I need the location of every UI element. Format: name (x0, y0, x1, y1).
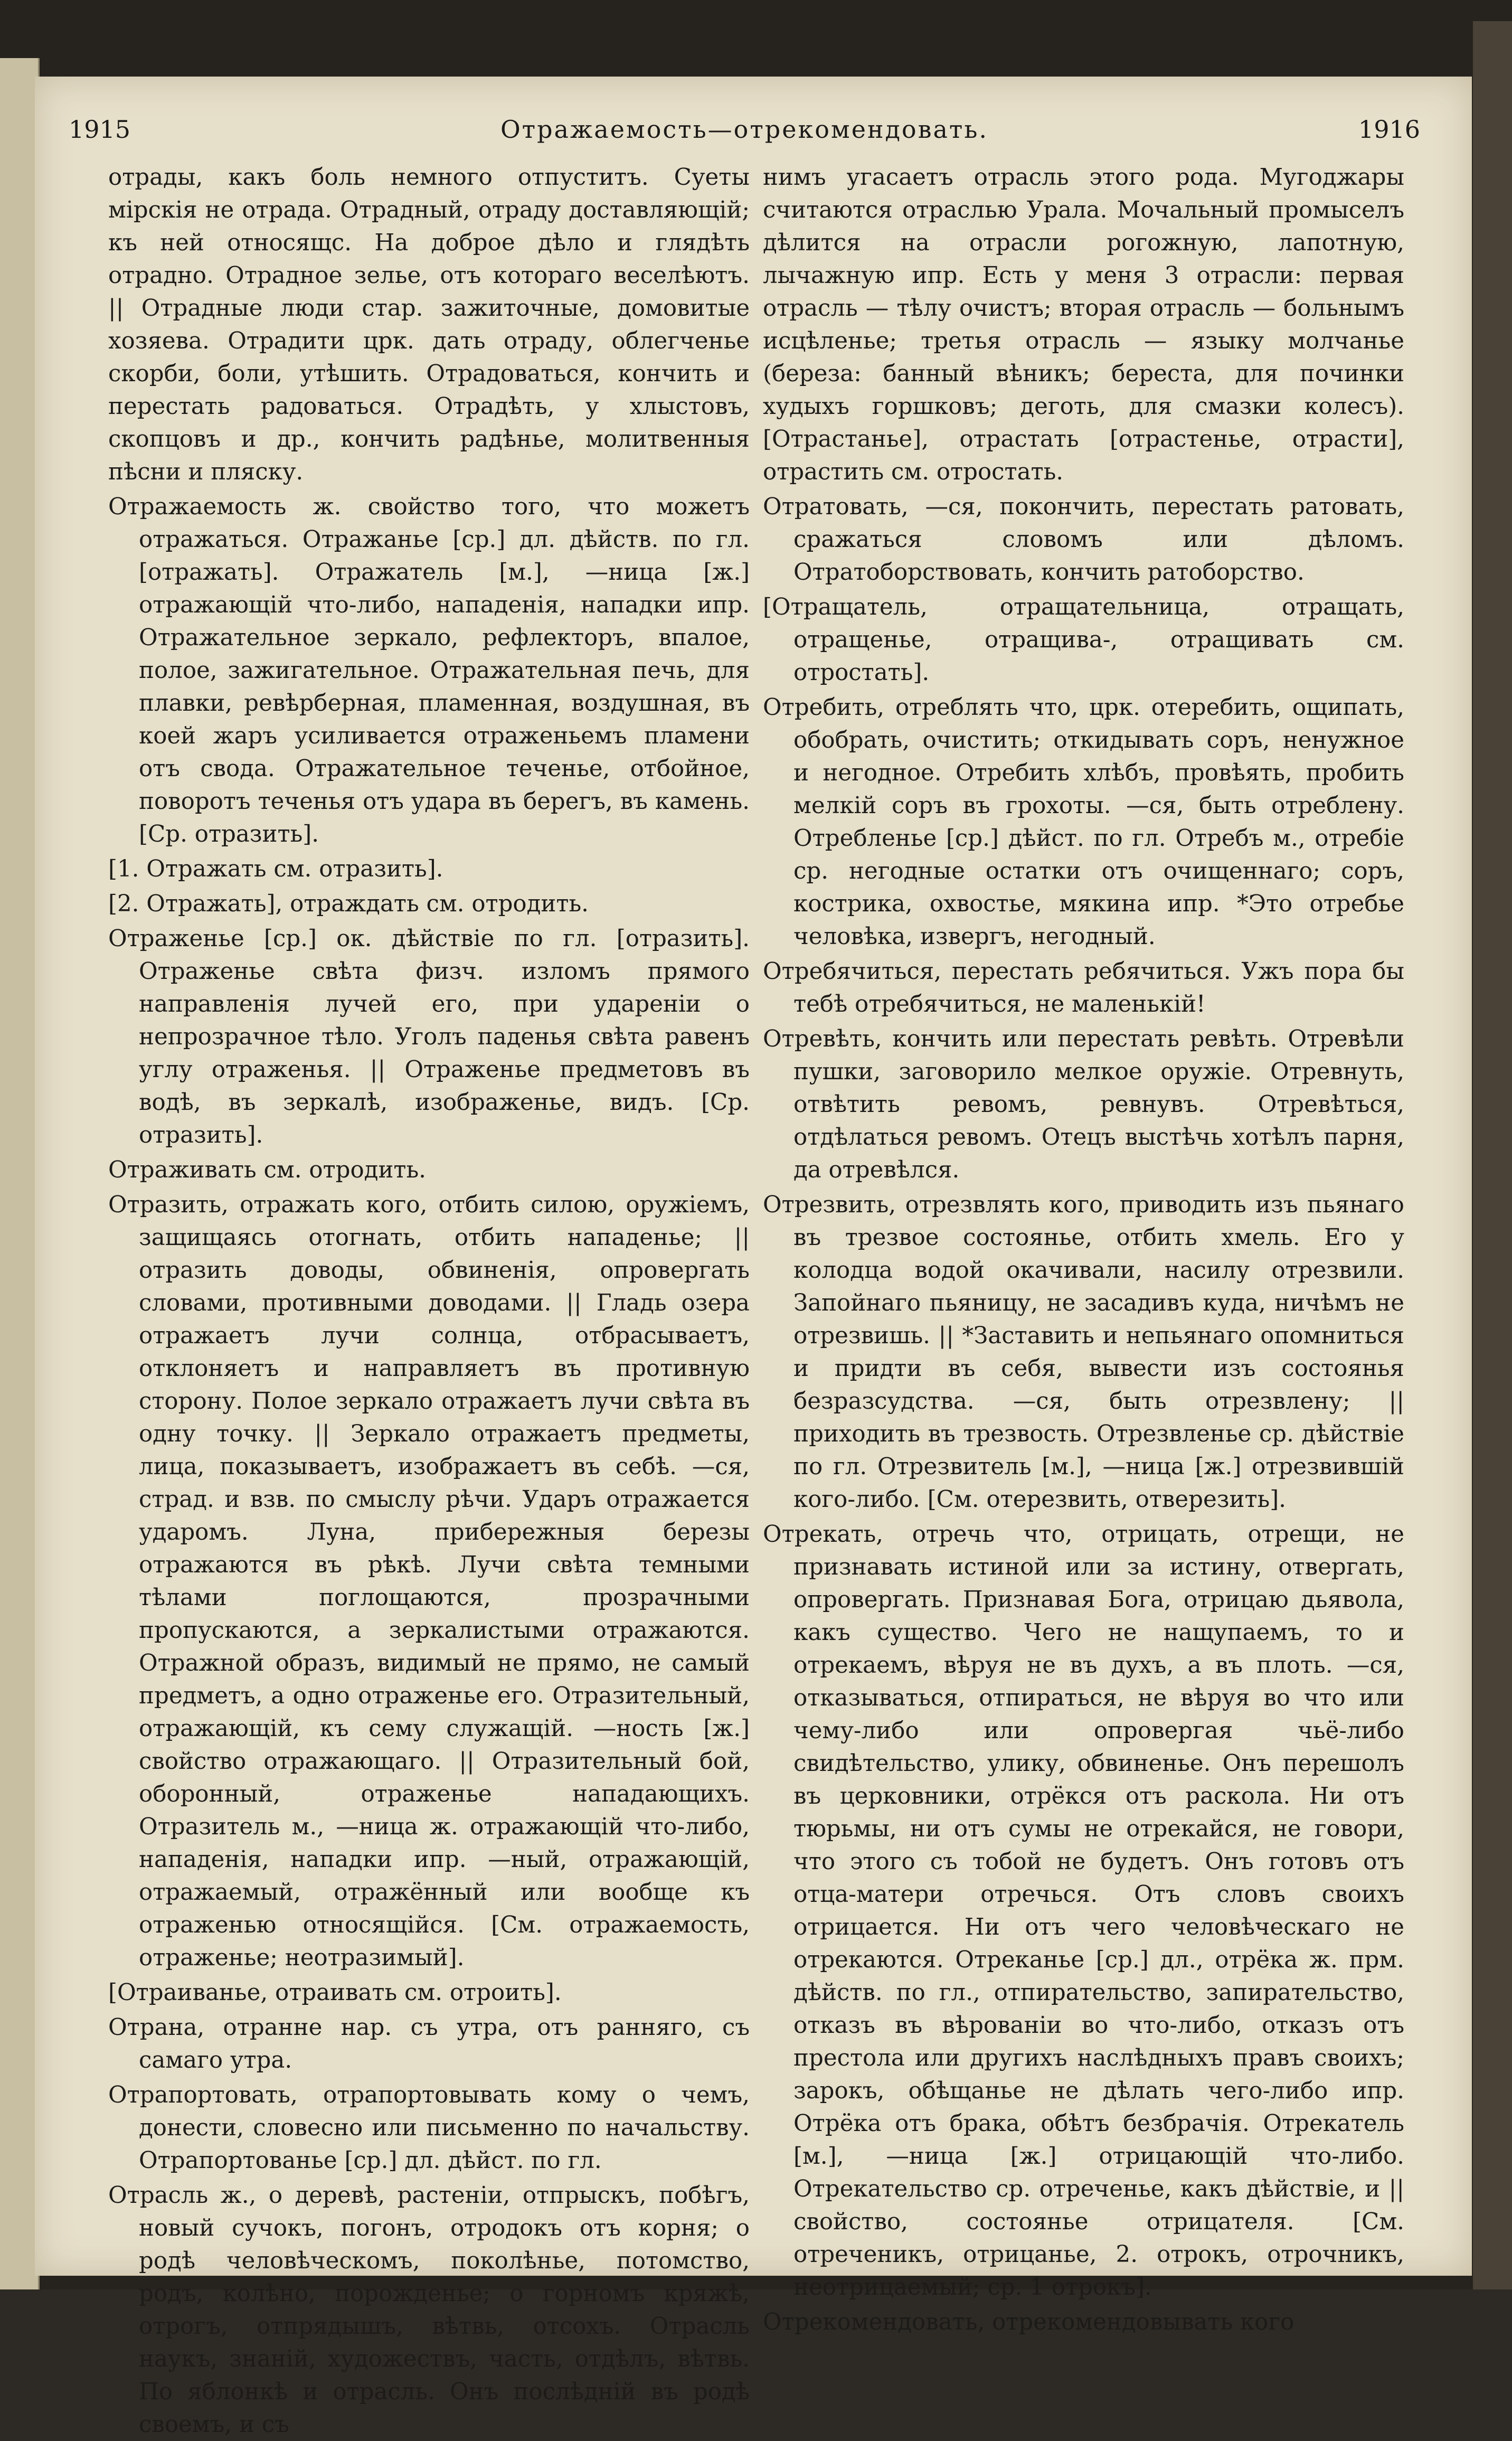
running-header (69, 115, 1420, 157)
dictionary-entry: Отрекать, отречь что, отрицать, отрещи, не признавать истиной или за истину, отвергать, опровергать. Признавая Бога, отрицаю дьявола, какъ существо. Чего не нащупаемъ, то и отрекаемъ, вѣруя не въ духъ, а въ плоть. —ся, отказываться, отпираться, не вѣруя во что или чему-либо или опровергая чьё-либо свидѣтельство, улику, обвиненье. Онъ перешолъ въ церковники, отрёкся отъ раскола. Ни отъ тюрьмы, ни отъ сумы не отрекайся, не говори, что этого съ тобой не будетъ. Онъ готовъ отъ отца-матери отречься. Отъ словъ своихъ отрицается. Ни отъ чего человѣческаго не отрекаются. Отреканье [ср.] дл., отрёка ж. прм. дѣйств. по гл., отпирательство, запирательство, отказъ въ вѣрованіи во что-либо, отказъ отъ престола или другихъ наслѣдныхъ правъ своихъ; зарокъ, обѣщанье не дѣлать чего-либо ипр. Отрёка отъ брака, обѣтъ безбрачія. Отрекатель [м.], —ница [ж.] отрицающій что-либо. Отрекательство ср. отреченье, какъ дѣйствіе, и || свойство, состоянье отрицателя. [См. отреченикъ, отрицанье, 2. отрокъ, отрочникъ, неотрицаемый; ср. 1 отрокъ]. (763, 1521, 1404, 2301)
book-cover-edge (1473, 21, 1512, 2289)
left-column (108, 161, 750, 2438)
page-number-right: 1916 (1358, 115, 1420, 144)
dictionary-entry: Отребить, отреблять что, црк. отеребить, ощипать, обобрать, очистить; откидывать соръ, ненужное и негодное. Отребить хлѣбъ, провѣять, пробить мелкій соръ въ грохоты. —ся, быть отреблену. Отребленье [ср.] дѣйст. по гл. Отребъ м., отребіе ср. негодные остатки отъ очищеннаго; соръ, кострика, охвостье, мякина ипр. *Это отребье человѣка, извергъ, негодный. (763, 694, 1404, 950)
dictionary-entry: отрады, какъ боль немного отпуститъ. Суеты мірскія не отрада. Отрадный, отраду доставляющій; къ ней относящс. На доброе дѣло и глядѣть отрадно. Отрадное зелье, отъ котораго веселѣютъ. || Отрадные люди стар. зажиточные, домовитые хозяева. Отрадити црк. дать отраду, облегченье скорби, боли, утѣшить. Отрадоваться, кончить и перестать радоваться. Отрадѣть, у хлыстовъ, скопцовъ и др., кончить радѣнье, молитвенныя пѣсни и пляску. (108, 164, 750, 485)
previous-page-edge (0, 58, 40, 2289)
dictionary-entry: Отражаемость ж. свойство того, что можетъ отражаться. Отражанье [ср.] дл. дѣйств. по гл. [отражать]. Отражатель [м.], —ница [ж.] отражающій что-либо, нападенія, нападки ипр. Отражательное зеркало, рефлекторъ, впалое, полое, зажигательное. Отражательная печь, для плавки, ревѣрберная, пламенная, воздушная, въ коей жаръ усиливается отраженьемъ пламени отъ свода. Отражательное теченье, отбойное, поворотъ теченья отъ удара въ берегъ, въ камень. [Ср. отразить]. (108, 494, 750, 847)
dictionary-entry: [Отращатель, отращательница, отращать, отращенье, отращива-, отращивать см. отростать]. (763, 594, 1404, 686)
dictionary-entry: Отразить, отражать кого, отбить силою, оружіемъ, защищаясь отогнать, отбить нападенье; || отразить доводы, обвиненія, опровергать словами, противными доводами. || Гладь озера отражаетъ лучи солнца, отбрасываетъ, отклоняетъ и направляетъ въ противную сторону. Полое зеркало отражаетъ лучи свѣта въ одну точку. || Зеркало отражаетъ предметы, лица, показываетъ, изображаетъ въ себѣ. —ся, страд. и взв. по смыслу рѣчи. Ударъ отражается ударомъ. Луна, прибережныя березы отражаются въ рѣкѣ. Лучи свѣта темными тѣлами поглощаются, прозрачными пропускаются, а зеркалистыми отражаются. Отражной образъ, видимый не прямо, не самый предметъ, а одно отраженье его. Отразительный, отражающій, къ сему служащій. —ность [ж.] свойство отражающаго. || Отразительный бой, оборонный, отраженье нападающихъ. Отразитель м., —ница ж. отражающій что-либо, нападенія, нападки ипр. —ный, отражающій, отражаемый, отражённый или вообще къ отраженью относящійся. [См. отражаемость, отраженье; неотразимый]. (108, 1192, 750, 1971)
dictionary-entry: Отревѣть, кончить или перестать ревѣть. Отревѣли пушки, заговорило мелкое оружіе. Отревнуть, отвѣтить ревомъ, ревнувъ. Отревѣться, отдѣлаться ревомъ. Отецъ выстѣчь хотѣлъ парня, да отревѣлся. (763, 1026, 1404, 1183)
dictionary-entry: нимъ угасаетъ отрасль этого рода. Мугоджары считаются отраслью Урала. Мочальный промыселъ дѣлится на отрасли рогожную, лапотную, лычажную ипр. Есть у меня 3 отрасли: первая отрасль — тѣлу очистъ; вторая отрасль — больнымъ исцѣленье; третья отрасль — языку молчанье (береза: банный вѣникъ; береста, для починки худыхъ горшковъ; деготь, для смазки колесъ). [Отрастанье], отрастать [отрастенье, отрасти], отрастить см. отростать. (763, 164, 1404, 485)
dictionary-entry: Отраживать см. отродить. (108, 1157, 427, 1183)
dictionary-entry: Отрана, отранне нар. съ утра, отъ ранняго, съ самаго утра. (108, 2014, 750, 2074)
dictionary-entry: Отраженье [ср.] ок. дѣйствіе по гл. [отразить]. Отраженье свѣта физч. изломъ прямого направленія лучей его, при удареніи о непрозрачное тѣло. Уголъ паденья свѣта равенъ углу отраженья. || Отраженье предметовъ въ водѣ, въ зеркалѣ, изображенье, видъ. [Ср. отразить]. (108, 926, 750, 1148)
dictionary-entry: Отрасль ж., о деревѣ, растеніи, отпрыскъ, побѣгъ, новый сучокъ, погонъ, отродокъ отъ корня; о родѣ человѣческомъ, поколѣнье, потомство, родъ, колѣно, порожденье; о горномъ кряжѣ, отрогъ, отпрядышъ, вѣтвь, отсохъ. Отрасль наукъ, знаній, художествъ, часть, отдѣлъ, вѣтвь. По яблонкѣ и отрасль. Онъ послѣдній въ родѣ своемъ, и съ (108, 2182, 750, 2438)
dictionary-entry: Отребячиться, перестать ребячиться. Ужъ пора бы тебѣ отребячиться, не маленькій! (763, 958, 1404, 1017)
dictionary-entry: [2. Отражать], отраждать см. отродить. (108, 891, 589, 917)
page-number-left: 1915 (69, 115, 131, 144)
dictionary-entry: Отрапортовать, отрапортовывать кому о чемъ, донести, словесно или письменно по начальству. Отрапортованье [ср.] дл. дѣйст. по гл. (108, 2082, 750, 2174)
dictionary-entry: Отрезвить, отрезвлять кого, приводить изъ пьянаго въ трезвое состоянье, отбить хмель. Его у колодца водой окачивали, насилу отрезвили. Запойнаго пьяницу, не засадивъ куда, ничѣмъ не отрезвишь. || *Заставить и непьянаго опомниться и придти въ себя, вывести изъ состоянья безразсудства. —ся, быть отрезвлену; || приходить въ трезвость. Отрезвленье ср. дѣйствіе по гл. Отрезвитель [м.], —ница [ж.] отрезвившій кого-либо. [См. отерезвить, отверезить]. (763, 1192, 1404, 1513)
dictionary-entry: [Отраиванье, отраивать см. отроить]. (108, 1980, 562, 2006)
right-column (763, 161, 1404, 2335)
dictionary-entry: Отратовать, —ся, покончить, перестать ратовать, сражаться словомъ или дѣломъ. Отратоборствовать, кончить ратоборство. (763, 494, 1404, 586)
running-title: Отражаемость—отрекомендовать. (500, 115, 989, 144)
dictionary-entry: [1. Отражать см. отразить]. (108, 856, 443, 882)
dictionary-entry: Отрекомендовать, отрекомендовывать кого (763, 2309, 1294, 2335)
